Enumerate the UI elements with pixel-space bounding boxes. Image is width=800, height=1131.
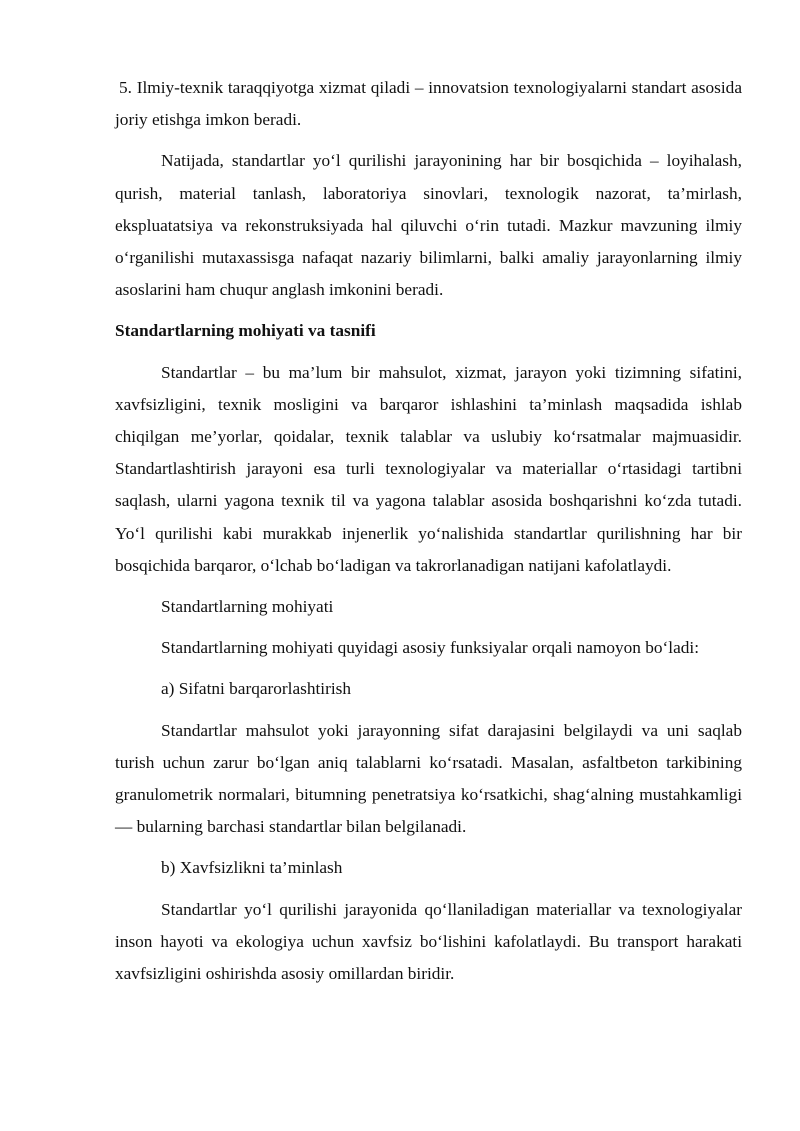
section-heading: Standartlarning mohiyati va tasnifi xyxy=(115,321,376,341)
paragraph-functions-intro: Standartlarning mohiyati quyidagi asosiy funksiyalar orqali namoyon bo‘ladi: xyxy=(161,638,700,658)
subheading-quality: a) Sifatni barqarorlashtirish xyxy=(161,679,352,699)
document-page xyxy=(115,72,742,999)
paragraph-definition: Standartlar – bu ma’lum bir mahsulot, xizmat, jarayon yoki tizimning sifatini, xavfsizligini, texnik mosligini va barqaror ishlashini ta’minlash maqsadida ishlab chiqilgan me’yorlar, qoidalar, texnik talablar va uslubiy ko‘rsatmalar majmuasidir. Standartlashtirish jarayoni esa turli texnologiyalar va materiallar o‘rtasidagi tartibni saqlash, ularni yagona texnik til va yagona talablar asosida boshqarishni ko‘zda tutadi. Yo‘l qurilishi kabi murakkab injenerlik yo‘nalishida standartlar qurilishning har bir bosqichida barqaror, o‘lchab bo‘ladigan va takrorlanadigan natijani kafolatlaydi. xyxy=(115,362,742,575)
paragraph-item-5: 5. Ilmiy-texnik taraqqiyotga xizmat qiladi – innovatsion texnologiyalarni standart asosida joriy etishga imkon beradi. xyxy=(115,78,742,130)
subheading-essence: Standartlarning mohiyati xyxy=(161,597,334,617)
subheading-safety: b) Xavfsizlikni ta’minlash xyxy=(161,858,343,878)
paragraph-quality: Standartlar mahsulot yoki jarayonning sifat darajasini belgilaydi va uni saqlab turish uchun zarur bo‘lgan aniq talablarni ko‘rsatadi. Masalan, asfaltbeton tarkibining granulometrik normalari, bitumning penetratsiya ko‘rsatkichi, shag‘alning mustahkamligi — bularning barchasi standartlar bilan belgilanadi. xyxy=(115,720,742,837)
paragraph-safety: Standartlar yo‘l qurilishi jarayonida qo‘llaniladigan materiallar va texnologiyalar inson hayoti va ekologiya uchun xavfsiz bo‘lishini kafolatlaydi. Bu transport harakati xavfsizligini oshirishda asosiy omillardan biridir. xyxy=(115,899,742,984)
paragraph-conclusion: Natijada, standartlar yo‘l qurilishi jarayonining har bir bosqichida – loyihalash, qurish, material tanlash, laboratoriya sinovlari, texnologik nazorat, ta’mirlash, ekspluatatsiya va rekonstruksiyada hal qiluvchi o‘rin tutadi. Mazkur mavzuning ilmiy o‘rganilishi mutaxassisga nafaqat nazariy bilimlarni, balki amaliy jarayonlarning ilmiy asoslarini ham chuqur anglash imkonini beradi. xyxy=(115,151,742,300)
